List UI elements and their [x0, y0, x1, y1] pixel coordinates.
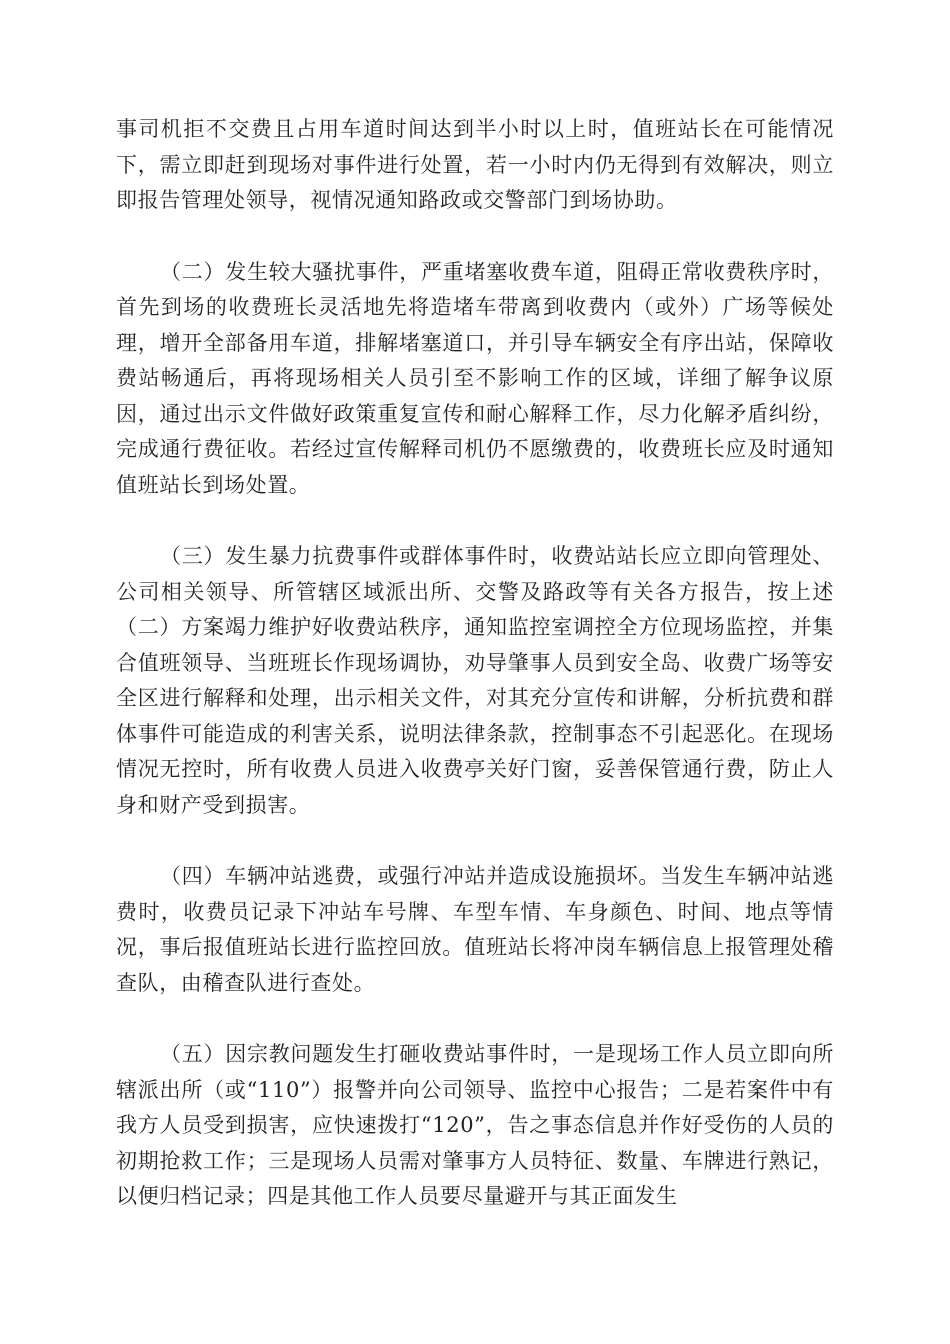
paragraph-section-4: （四）车辆冲站逃费，或强行冲站并造成设施损坏。当发生车辆冲站逃费时，收费员记录下冲站车号牌、车型车情、车身颜色、时间、地点等情况，事后报值班站长进行监控回放。值班站长将冲岗车辆信息上报管理处稽查队，由稽查队进行查处。	[116, 864, 834, 995]
paragraph-section-5: （五）因宗教问题发生打砸收费站事件时，一是现场工作人员立即向所辖派出所（或“110”）报警并向公司领导、监控中心报告；二是若案件中有我方人员受到损害，应快速拨打“120”，告之事态信息并作好受伤的人员的初期抢救工作；三是现场人员需对肇事方人员特征、数量、车牌进行熟记，以便归档记录；四是其他工作人员要尽量避开与其正面发生	[116, 1042, 834, 1208]
document-body	[116, 112, 834, 1215]
paragraph-section-2: （二）发生较大骚扰事件，严重堵塞收费车道，阻碍正常收费秩序时，首先到场的收费班长灵活地先将造堵车带离到收费内（或外）广场等候处理，增开全部备用车道，排解堵塞道口，并引导车辆安全有序出站，保障收费站畅通后，再将现场相关人员引至不影响工作的区域，详细了解争议原因，通过出示文件做好政策重复宣传和耐心解释工作，尽力化解矛盾纠纷，完成通行费征收。若经过宣传解释司机仍不愿缴费的，收费班长应及时通知值班站长到场处置。	[116, 259, 834, 497]
paragraph-section-3: （三）发生暴力抗费事件或群体事件时，收费站站长应立即向管理处、公司相关领导、所管辖区域派出所、交警及路政等有关各方报告，按上述（二）方案竭力维护好收费站秩序，通知监控室调控全方位现场监控，并集合值班领导、当班班长作现场调协，劝导肇事人员到安全岛、收费广场等安全区进行解释和处理，出示相关文件，对其充分宣传和讲解，分析抗费和群体事件可能造成的利害关系，说明法律条款，控制事态不引起恶化。在现场情况无控时，所有收费人员进入收费亭关好门窗，妥善保管通行费，防止人身和财产受到损害。	[116, 544, 834, 817]
paragraph-continuation: 事司机拒不交费且占用车道时间达到半小时以上时，值班站长在可能情况下，需立即赶到现场对事件进行处置，若一小时内仍无得到有效解决，则立即报告管理处领导，视情况通知路政或交警部门到场协助。	[116, 117, 834, 212]
